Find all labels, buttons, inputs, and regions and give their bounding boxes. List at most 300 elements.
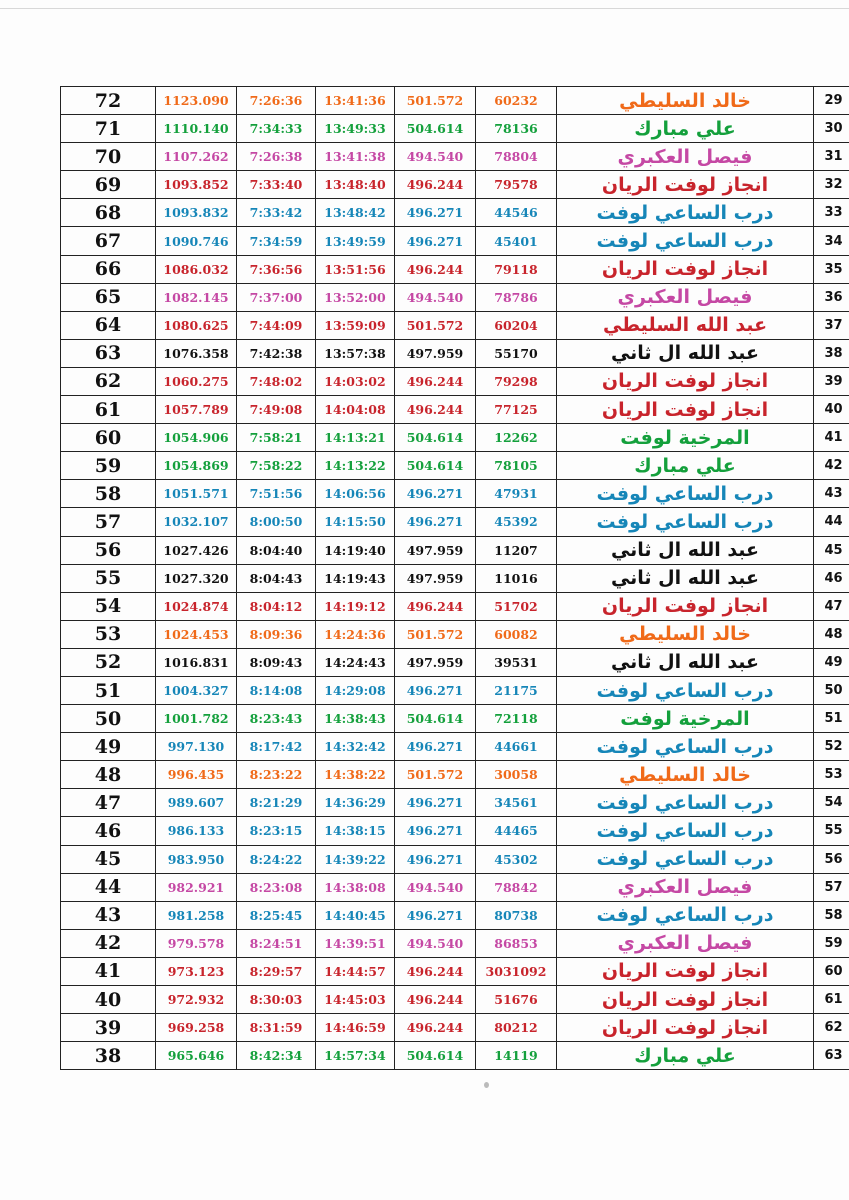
distance-cell: 494.540 — [395, 929, 476, 957]
distance-cell: 497.959 — [395, 339, 476, 367]
table-row — [61, 929, 849, 957]
arrival-time-cell: 13:57:38 — [316, 339, 395, 367]
row-number-cell: 41 — [814, 424, 849, 452]
flight-time-cell: 8:31:59 — [237, 1014, 316, 1042]
ring-number-cell: 86853 — [476, 929, 557, 957]
speed-cell: 965.646 — [156, 1042, 237, 1070]
rank-cell: 49 — [61, 733, 156, 761]
row-number-cell: 60 — [814, 957, 849, 985]
flight-time-cell: 7:58:22 — [237, 452, 316, 480]
rank-cell: 39 — [61, 1014, 156, 1042]
speed-cell: 972.932 — [156, 986, 237, 1014]
rank-cell: 66 — [61, 255, 156, 283]
distance-cell: 496.244 — [395, 986, 476, 1014]
arrival-time-cell: 13:41:36 — [316, 87, 395, 115]
distance-cell: 496.244 — [395, 957, 476, 985]
table-row — [61, 1042, 849, 1070]
ring-number-cell: 45302 — [476, 845, 557, 873]
table-row — [61, 283, 849, 311]
ring-number-cell: 44661 — [476, 733, 557, 761]
distance-cell: 496.244 — [395, 592, 476, 620]
table-row — [61, 199, 849, 227]
row-number-cell: 39 — [814, 367, 849, 395]
table-row — [61, 87, 849, 115]
flight-time-cell: 8:42:34 — [237, 1042, 316, 1070]
ring-number-cell: 78105 — [476, 452, 557, 480]
distance-cell: 496.271 — [395, 789, 476, 817]
speed-cell: 1051.571 — [156, 480, 237, 508]
table-row — [61, 620, 849, 648]
ring-number-cell: 80212 — [476, 1014, 557, 1042]
distance-cell: 496.271 — [395, 676, 476, 704]
arrival-time-cell: 13:48:40 — [316, 171, 395, 199]
rank-cell: 69 — [61, 171, 156, 199]
arrival-time-cell: 13:51:56 — [316, 255, 395, 283]
speed-cell: 1024.453 — [156, 620, 237, 648]
row-number-cell: 36 — [814, 283, 849, 311]
ring-number-cell: 60204 — [476, 311, 557, 339]
rank-cell: 45 — [61, 845, 156, 873]
flight-time-cell: 8:30:03 — [237, 986, 316, 1014]
speed-cell: 981.258 — [156, 901, 237, 929]
ring-number-cell: 11207 — [476, 536, 557, 564]
owner-name: انجاز لوفت الريان — [601, 988, 769, 1011]
owner-name: درب الساعي لوفت — [596, 791, 774, 814]
row-number-cell: 29 — [814, 87, 849, 115]
owner-name-cell — [557, 227, 814, 255]
row-number-cell: 37 — [814, 311, 849, 339]
owner-name: درب الساعي لوفت — [596, 735, 774, 758]
owner-name-cell — [557, 620, 814, 648]
row-number-cell: 40 — [814, 396, 849, 424]
distance-cell: 494.540 — [395, 143, 476, 171]
owner-name: انجاز لوفت الريان — [601, 1016, 769, 1039]
row-number-cell: 34 — [814, 227, 849, 255]
results-body — [61, 87, 849, 1070]
arrival-time-cell: 14:13:22 — [316, 452, 395, 480]
owner-name: درب الساعي لوفت — [596, 848, 774, 871]
rank-cell: 60 — [61, 424, 156, 452]
flight-time-cell: 8:21:29 — [237, 789, 316, 817]
table-row — [61, 733, 849, 761]
flight-time-cell: 7:34:33 — [237, 115, 316, 143]
ring-number-cell: 79118 — [476, 255, 557, 283]
row-number-cell: 57 — [814, 873, 849, 901]
speed-cell: 1027.320 — [156, 564, 237, 592]
speed-cell: 1090.746 — [156, 227, 237, 255]
owner-name-cell — [557, 452, 814, 480]
rank-cell: 63 — [61, 339, 156, 367]
arrival-time-cell: 13:49:33 — [316, 115, 395, 143]
rank-cell: 52 — [61, 648, 156, 676]
speed-cell: 1054.906 — [156, 424, 237, 452]
owner-name-cell — [557, 424, 814, 452]
table-row — [61, 1014, 849, 1042]
arrival-time-cell: 14:38:15 — [316, 817, 395, 845]
owner-name: علي مبارك — [634, 117, 736, 140]
owner-name-cell — [557, 733, 814, 761]
owner-name: عبد الله ال ثاني — [610, 651, 760, 674]
table-row — [61, 452, 849, 480]
arrival-time-cell: 14:19:12 — [316, 592, 395, 620]
arrival-time-cell: 13:41:38 — [316, 143, 395, 171]
owner-name: درب الساعي لوفت — [596, 904, 774, 927]
owner-name-cell — [557, 396, 814, 424]
distance-cell: 496.271 — [395, 733, 476, 761]
flight-time-cell: 7:33:42 — [237, 199, 316, 227]
ring-number-cell: 78842 — [476, 873, 557, 901]
rank-cell: 72 — [61, 87, 156, 115]
ring-number-cell: 21175 — [476, 676, 557, 704]
ring-number-cell: 80738 — [476, 901, 557, 929]
owner-name-cell — [557, 171, 814, 199]
ring-number-cell: 47931 — [476, 480, 557, 508]
row-number-cell: 47 — [814, 592, 849, 620]
arrival-time-cell: 14:45:03 — [316, 986, 395, 1014]
rank-cell: 44 — [61, 873, 156, 901]
ring-number-cell: 3031092 — [476, 957, 557, 985]
race-results-table — [60, 86, 849, 1070]
distance-cell: 497.959 — [395, 648, 476, 676]
row-number-cell: 43 — [814, 480, 849, 508]
rank-cell: 62 — [61, 367, 156, 395]
row-number-cell: 63 — [814, 1042, 849, 1070]
ring-number-cell: 78786 — [476, 283, 557, 311]
ring-number-cell: 44546 — [476, 199, 557, 227]
owner-name: درب الساعي لوفت — [596, 679, 774, 702]
distance-cell: 504.614 — [395, 705, 476, 733]
arrival-time-cell: 14:29:08 — [316, 676, 395, 704]
rank-cell: 70 — [61, 143, 156, 171]
ring-number-cell: 77125 — [476, 396, 557, 424]
flight-time-cell: 7:51:56 — [237, 480, 316, 508]
owner-name-cell — [557, 592, 814, 620]
owner-name: انجاز لوفت الريان — [601, 173, 769, 196]
ring-number-cell: 51676 — [476, 986, 557, 1014]
ring-number-cell: 55170 — [476, 339, 557, 367]
rank-cell: 50 — [61, 705, 156, 733]
rank-cell: 46 — [61, 817, 156, 845]
table-row — [61, 648, 849, 676]
rank-cell: 56 — [61, 536, 156, 564]
scan-edge-line — [0, 8, 849, 9]
speed-cell: 1024.874 — [156, 592, 237, 620]
arrival-time-cell: 13:49:59 — [316, 227, 395, 255]
rank-cell: 54 — [61, 592, 156, 620]
rank-cell: 55 — [61, 564, 156, 592]
ring-number-cell: 78136 — [476, 115, 557, 143]
rank-cell: 43 — [61, 901, 156, 929]
distance-cell: 496.271 — [395, 508, 476, 536]
row-number-cell: 52 — [814, 733, 849, 761]
speed-cell: 1004.327 — [156, 676, 237, 704]
owner-name: عبد الله ال ثاني — [610, 342, 760, 365]
arrival-time-cell: 14:36:29 — [316, 789, 395, 817]
owner-name: عبد الله ال ثاني — [610, 539, 760, 562]
owner-name-cell — [557, 901, 814, 929]
row-number-cell: 61 — [814, 986, 849, 1014]
speed-cell: 1076.358 — [156, 339, 237, 367]
ring-number-cell: 12262 — [476, 424, 557, 452]
table-row — [61, 817, 849, 845]
speed-cell: 983.950 — [156, 845, 237, 873]
speed-cell: 996.435 — [156, 761, 237, 789]
owner-name-cell — [557, 339, 814, 367]
row-number-cell: 56 — [814, 845, 849, 873]
speed-cell: 969.258 — [156, 1014, 237, 1042]
flight-time-cell: 7:49:08 — [237, 396, 316, 424]
owner-name-cell — [557, 536, 814, 564]
arrival-time-cell: 14:13:21 — [316, 424, 395, 452]
owner-name-cell — [557, 873, 814, 901]
rank-cell: 51 — [61, 676, 156, 704]
speed-cell: 1016.831 — [156, 648, 237, 676]
rank-cell: 67 — [61, 227, 156, 255]
speed-cell: 1123.090 — [156, 87, 237, 115]
arrival-time-cell: 14:40:45 — [316, 901, 395, 929]
distance-cell: 501.572 — [395, 311, 476, 339]
owner-name-cell — [557, 564, 814, 592]
owner-name-cell — [557, 283, 814, 311]
table-row — [61, 367, 849, 395]
speed-cell: 1110.140 — [156, 115, 237, 143]
row-number-cell: 49 — [814, 648, 849, 676]
rank-cell: 64 — [61, 311, 156, 339]
arrival-time-cell: 14:04:08 — [316, 396, 395, 424]
distance-cell: 497.959 — [395, 536, 476, 564]
speed-cell: 1032.107 — [156, 508, 237, 536]
rank-cell: 58 — [61, 480, 156, 508]
table-row — [61, 311, 849, 339]
flight-time-cell: 8:23:22 — [237, 761, 316, 789]
row-number-cell: 53 — [814, 761, 849, 789]
distance-cell: 496.271 — [395, 227, 476, 255]
distance-cell: 504.614 — [395, 452, 476, 480]
flight-time-cell: 8:23:43 — [237, 705, 316, 733]
owner-name: المرخية لوفت — [620, 707, 750, 730]
arrival-time-cell: 14:19:43 — [316, 564, 395, 592]
flight-time-cell: 8:14:08 — [237, 676, 316, 704]
rank-cell: 68 — [61, 199, 156, 227]
flight-time-cell: 7:48:02 — [237, 367, 316, 395]
table-row — [61, 115, 849, 143]
speed-cell: 982.921 — [156, 873, 237, 901]
owner-name-cell — [557, 705, 814, 733]
distance-cell: 497.959 — [395, 564, 476, 592]
ring-number-cell: 60232 — [476, 87, 557, 115]
owner-name-cell — [557, 648, 814, 676]
arrival-time-cell: 14:39:22 — [316, 845, 395, 873]
owner-name-cell — [557, 986, 814, 1014]
rank-cell: 48 — [61, 761, 156, 789]
table-row — [61, 508, 849, 536]
owner-name-cell — [557, 143, 814, 171]
table-row — [61, 761, 849, 789]
table-row — [61, 845, 849, 873]
arrival-time-cell: 13:59:09 — [316, 311, 395, 339]
table-row — [61, 255, 849, 283]
rank-cell: 42 — [61, 929, 156, 957]
row-number-cell: 32 — [814, 171, 849, 199]
owner-name: عبد الله ال ثاني — [610, 567, 760, 590]
row-number-cell: 50 — [814, 676, 849, 704]
rank-cell: 65 — [61, 283, 156, 311]
ring-number-cell: 39531 — [476, 648, 557, 676]
ring-number-cell: 34561 — [476, 789, 557, 817]
table-row — [61, 901, 849, 929]
speed-cell: 1001.782 — [156, 705, 237, 733]
owner-name: فيصل العكبري — [617, 932, 753, 955]
speed-cell: 1107.262 — [156, 143, 237, 171]
row-number-cell: 51 — [814, 705, 849, 733]
flight-time-cell: 8:04:43 — [237, 564, 316, 592]
arrival-time-cell: 14:24:36 — [316, 620, 395, 648]
flight-time-cell: 8:23:08 — [237, 873, 316, 901]
rank-cell: 59 — [61, 452, 156, 480]
owner-name: درب الساعي لوفت — [596, 819, 774, 842]
arrival-time-cell: 14:24:43 — [316, 648, 395, 676]
flight-time-cell: 7:36:56 — [237, 255, 316, 283]
owner-name: انجاز لوفت الريان — [601, 258, 769, 281]
owner-name-cell — [557, 817, 814, 845]
distance-cell: 496.244 — [395, 1014, 476, 1042]
row-number-cell: 35 — [814, 255, 849, 283]
owner-name: علي مبارك — [634, 1044, 736, 1067]
row-number-cell: 55 — [814, 817, 849, 845]
speed-cell: 1082.145 — [156, 283, 237, 311]
speed-cell: 1060.275 — [156, 367, 237, 395]
owner-name: درب الساعي لوفت — [596, 201, 774, 224]
row-number-cell: 33 — [814, 199, 849, 227]
distance-cell: 504.614 — [395, 1042, 476, 1070]
row-number-cell: 38 — [814, 339, 849, 367]
flight-time-cell: 7:26:36 — [237, 87, 316, 115]
owner-name: فيصل العكبري — [617, 876, 753, 899]
arrival-time-cell: 14:32:42 — [316, 733, 395, 761]
flight-time-cell: 7:34:59 — [237, 227, 316, 255]
arrival-time-cell: 14:38:43 — [316, 705, 395, 733]
ring-number-cell: 78804 — [476, 143, 557, 171]
distance-cell: 496.271 — [395, 817, 476, 845]
table-row — [61, 536, 849, 564]
owner-name: فيصل العكبري — [617, 145, 753, 168]
distance-cell: 501.572 — [395, 761, 476, 789]
table-row — [61, 424, 849, 452]
arrival-time-cell: 14:15:50 — [316, 508, 395, 536]
distance-cell: 501.572 — [395, 620, 476, 648]
owner-name-cell — [557, 1014, 814, 1042]
table-row — [61, 143, 849, 171]
flight-time-cell: 7:42:38 — [237, 339, 316, 367]
owner-name-cell — [557, 115, 814, 143]
owner-name-cell — [557, 311, 814, 339]
speed-cell: 1057.789 — [156, 396, 237, 424]
owner-name: عبد الله السليطي — [602, 314, 768, 337]
scan-speck — [484, 1082, 489, 1088]
owner-name: خالد السليطي — [619, 89, 751, 112]
owner-name-cell — [557, 199, 814, 227]
distance-cell: 496.271 — [395, 480, 476, 508]
flight-time-cell: 7:44:09 — [237, 311, 316, 339]
distance-cell: 496.271 — [395, 901, 476, 929]
arrival-time-cell: 14:39:51 — [316, 929, 395, 957]
table-row — [61, 339, 849, 367]
owner-name: انجاز لوفت الريان — [601, 595, 769, 618]
speed-cell: 1080.625 — [156, 311, 237, 339]
ring-number-cell: 44465 — [476, 817, 557, 845]
speed-cell: 989.607 — [156, 789, 237, 817]
row-number-cell: 59 — [814, 929, 849, 957]
arrival-time-cell: 13:48:42 — [316, 199, 395, 227]
owner-name: علي مبارك — [634, 454, 736, 477]
distance-cell: 496.244 — [395, 171, 476, 199]
owner-name: درب الساعي لوفت — [596, 482, 774, 505]
speed-cell: 1054.869 — [156, 452, 237, 480]
speed-cell: 1093.852 — [156, 171, 237, 199]
owner-name-cell — [557, 761, 814, 789]
table-row — [61, 873, 849, 901]
distance-cell: 496.244 — [395, 255, 476, 283]
owner-name: انجاز لوفت الريان — [601, 370, 769, 393]
ring-number-cell: 72118 — [476, 705, 557, 733]
speed-cell: 1027.426 — [156, 536, 237, 564]
speed-cell: 1093.832 — [156, 199, 237, 227]
arrival-time-cell: 14:03:02 — [316, 367, 395, 395]
owner-name: المرخية لوفت — [620, 426, 750, 449]
table-row — [61, 986, 849, 1014]
distance-cell: 504.614 — [395, 424, 476, 452]
row-number-cell: 42 — [814, 452, 849, 480]
flight-time-cell: 7:26:38 — [237, 143, 316, 171]
row-number-cell: 58 — [814, 901, 849, 929]
owner-name: انجاز لوفت الريان — [601, 398, 769, 421]
arrival-time-cell: 14:06:56 — [316, 480, 395, 508]
distance-cell: 504.614 — [395, 115, 476, 143]
rank-cell: 57 — [61, 508, 156, 536]
flight-time-cell: 8:25:45 — [237, 901, 316, 929]
flight-time-cell: 7:37:00 — [237, 283, 316, 311]
owner-name: فيصل العكبري — [617, 286, 753, 309]
table-row — [61, 789, 849, 817]
distance-cell: 496.244 — [395, 367, 476, 395]
ring-number-cell: 14119 — [476, 1042, 557, 1070]
owner-name-cell — [557, 845, 814, 873]
flight-time-cell: 8:09:36 — [237, 620, 316, 648]
owner-name: درب الساعي لوفت — [596, 230, 774, 253]
row-number-cell: 62 — [814, 1014, 849, 1042]
rank-cell: 47 — [61, 789, 156, 817]
ring-number-cell: 45401 — [476, 227, 557, 255]
owner-name-cell — [557, 1042, 814, 1070]
table-row — [61, 676, 849, 704]
rank-cell: 61 — [61, 396, 156, 424]
speed-cell: 997.130 — [156, 733, 237, 761]
row-number-cell: 46 — [814, 564, 849, 592]
ring-number-cell: 11016 — [476, 564, 557, 592]
row-number-cell: 45 — [814, 536, 849, 564]
flight-time-cell: 8:09:43 — [237, 648, 316, 676]
rank-cell: 38 — [61, 1042, 156, 1070]
distance-cell: 496.244 — [395, 396, 476, 424]
owner-name-cell — [557, 957, 814, 985]
table-row — [61, 564, 849, 592]
rank-cell: 40 — [61, 986, 156, 1014]
flight-time-cell: 8:04:12 — [237, 592, 316, 620]
distance-cell: 496.271 — [395, 199, 476, 227]
owner-name-cell — [557, 929, 814, 957]
distance-cell: 496.271 — [395, 845, 476, 873]
table-row — [61, 705, 849, 733]
